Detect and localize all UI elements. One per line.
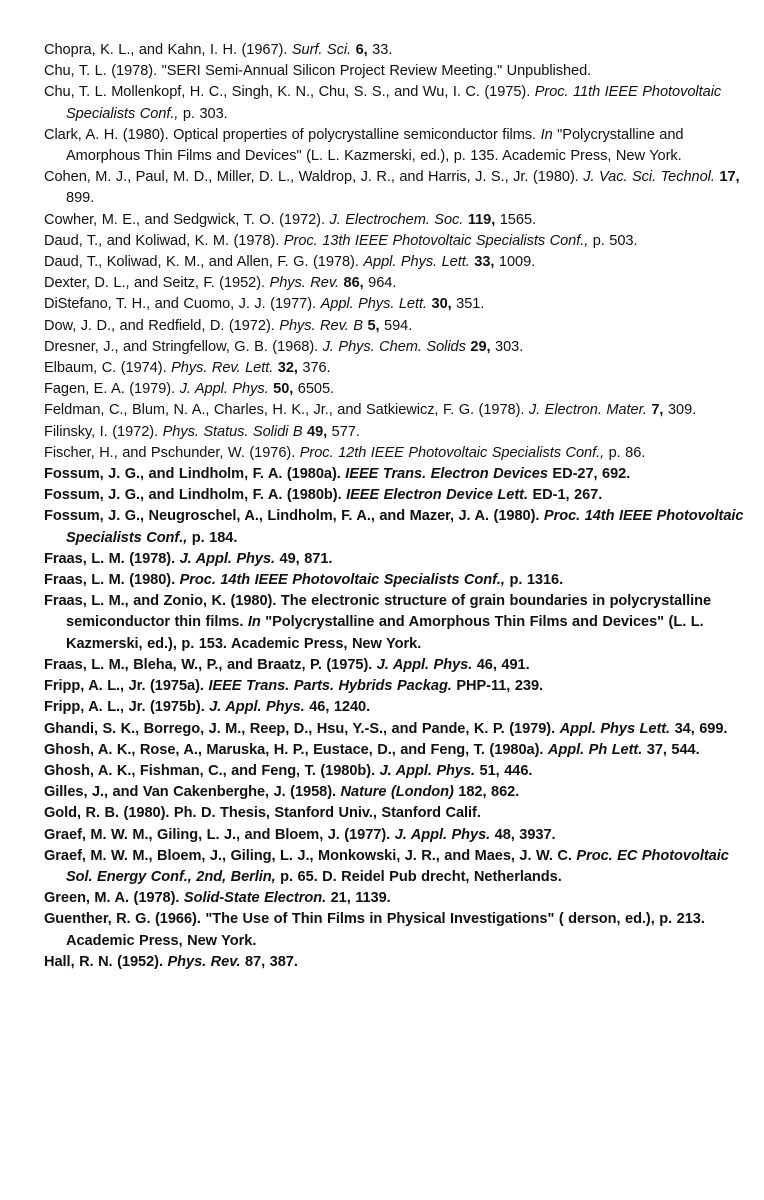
reference-text: Daud, T., Koliwad, K. M., and Allen, F. G. (1978).	[44, 254, 364, 271]
reference-journal: In	[540, 126, 553, 143]
reference-journal: J. Appl. Phys.	[379, 762, 476, 779]
reference-text: p. 184.	[187, 529, 238, 546]
reference-entry	[44, 252, 750, 273]
reference-journal: Appl. Phys. Lett.	[320, 296, 427, 313]
reference-text: Green, M. A. (1978).	[44, 890, 184, 907]
reference-entry	[44, 846, 750, 888]
reference-text: 376.	[297, 360, 331, 377]
reference-journal: J. Phys. Chem. Solids	[322, 338, 466, 355]
reference-volume: 7,	[651, 402, 664, 419]
reference-text: Filinsky, I. (1972).	[44, 423, 163, 440]
reference-text: 51, 446.	[475, 762, 533, 779]
reference-journal: Proc. 14th IEEE Photovoltaic Specialists Conf.,	[66, 508, 744, 546]
reference-journal: Proc. 14th IEEE Photovoltaic Specialists Conf.,	[179, 572, 505, 589]
reference-entry	[44, 443, 750, 464]
reference-journal: Phys. Rev. B	[279, 317, 363, 334]
reference-text: Cohen, M. J., Paul, M. D., Miller, D. L., Waldrop, J. R., and Harris, J. S., Jr. (1980).	[44, 169, 584, 186]
reference-text: Dresner, J., and Stringfellow, G. B. (1968).	[44, 338, 323, 355]
reference-text: Ghandi, S. K., Borrego, J. M., Reep, D., Hsu, Y.-S., and Pande, K. P. (1979).	[44, 720, 560, 737]
reference-volume: 32,	[277, 360, 298, 377]
reference-text: 577.	[327, 423, 360, 440]
reference-journal: Appl. Phys Lett.	[559, 720, 671, 737]
reference-text: 37, 544.	[642, 741, 700, 758]
reference-journal: J. Electron. Mater.	[528, 402, 647, 419]
reference-entry	[44, 82, 750, 124]
reference-text: p. 303.	[178, 105, 228, 122]
reference-journal: J. Appl. Phys.	[209, 699, 305, 716]
reference-text: 33.	[367, 42, 393, 58]
reference-text: Feldman, C., Blum, N. A., Charles, H. K., Jr., and Satkiewicz, F. G. (1978).	[44, 402, 529, 419]
reference-journal: Proc. 11th IEEE Photovoltaic Specialists Conf.,	[66, 84, 722, 122]
reference-entry	[44, 697, 750, 718]
reference-journal: J. Electrochem. Soc.	[329, 211, 464, 228]
reference-volume: 29,	[470, 338, 491, 355]
reference-text: 21, 1139.	[326, 890, 391, 907]
reference-journal: Proc. 12th IEEE Photovoltaic Specialists Conf.,	[299, 444, 605, 461]
reference-text: 34, 699.	[670, 720, 728, 737]
reference-text: Fossum, J. G., and Lindholm, F. A. (1980a).	[44, 466, 346, 483]
reference-journal: Phys. Rev. Lett.	[171, 360, 274, 377]
reference-entry	[44, 909, 750, 951]
reference-volume: 6,	[355, 42, 368, 58]
reference-entry	[44, 655, 750, 676]
reference-text: Guenther, R. G. (1966). "The Use of Thin Films in Physical Investigations" ( derson, ed.), p. 213. Academic Press, New York.	[44, 911, 705, 949]
reference-entry	[44, 803, 750, 824]
reference-text: 351.	[451, 296, 485, 313]
reference-text: p. 65. D. Reidel Pub drecht, Netherlands.	[275, 868, 562, 885]
reference-text: Fraas, L. M., and Zonio, K. (1980). The electronic structure of grain boundaries in polycrystalline semiconductor thin films.	[44, 593, 712, 631]
reference-text: ED-27, 692.	[547, 466, 631, 483]
reference-text: Chu, T. L. (1978). "SERI Semi-Annual Silicon Project Review Meeting." Unpublished.	[44, 63, 592, 80]
reference-entry	[44, 358, 750, 379]
reference-text: Cowher, M. E., and Sedgwick, T. O. (1972).	[44, 211, 330, 228]
reference-text: p. 1316.	[504, 572, 564, 589]
reference-text: 46, 491.	[472, 656, 530, 673]
reference-volume: 30,	[431, 296, 452, 313]
reference-entry	[44, 591, 750, 655]
reference-journal: Phys. Rev.	[167, 953, 241, 970]
reference-entry	[44, 952, 750, 973]
reference-volume: 49,	[307, 423, 328, 440]
reference-text: 87, 387.	[240, 953, 298, 970]
reference-text: ED-1, 267.	[527, 487, 603, 504]
reference-entry	[44, 294, 750, 315]
reference-text: 303.	[490, 338, 524, 355]
reference-text: Fossum, J. G., Neugroschel, A., Lindholm, F. A., and Mazer, J. A. (1980).	[44, 508, 544, 525]
reference-text: Ghosh, A. K., Rose, A., Maruska, H. P., Eustace, D., and Feng, T. (1980a).	[44, 741, 548, 758]
reference-journal: Proc. EC Photovoltaic Sol. Energy Conf., 2nd, Berlin,	[66, 847, 729, 885]
reference-text: "Polycrystalline and Amorphous Thin Films and Devices" (L. L. Kazmerski, ed.), p. 135. Academic Press, New York.	[66, 126, 684, 165]
reference-text: "Polycrystalline and Amorphous Thin Films and Devices" (L. L. Kazmerski, ed.), p. 153. Academic Press, New York.	[66, 614, 704, 652]
reference-text: DiStefano, T. H., and Cuomo, J. J. (1977).	[44, 296, 321, 313]
reference-entry	[44, 167, 750, 209]
reference-text: Elbaum, C. (1974).	[44, 360, 172, 377]
reference-text: Graef, M. W. M., Giling, L. J., and Bloem, J. (1977).	[44, 826, 395, 843]
reference-entry	[44, 782, 750, 803]
reference-entry	[44, 422, 750, 443]
reference-text: 899.	[66, 190, 95, 207]
reference-journal: J. Appl. Phys.	[179, 381, 269, 398]
reference-entry	[44, 273, 750, 294]
reference-entry	[44, 676, 750, 697]
reference-text: 309.	[663, 402, 697, 419]
reference-entry	[44, 570, 750, 591]
reference-journal: IEEE Trans. Electron Devices	[345, 466, 548, 483]
reference-entry	[44, 506, 750, 548]
reference-text: 6505.	[293, 381, 335, 398]
reference-entry	[44, 761, 750, 782]
reference-journal: Nature (London)	[340, 784, 454, 801]
reference-journal: Surf. Sci.	[291, 42, 352, 58]
reference-journal: J. Appl. Phys.	[179, 550, 276, 567]
reference-entry	[44, 40, 750, 61]
reference-journal: Phys. Rev.	[269, 275, 340, 292]
reference-text: Chopra, K. L., and Kahn, I. H. (1967).	[44, 42, 292, 58]
reference-journal: Appl. Phys. Lett.	[363, 254, 470, 271]
reference-entry	[44, 549, 750, 570]
reference-journal: In	[247, 614, 261, 631]
reference-text: Dexter, D. L., and Seitz, F. (1952).	[44, 275, 270, 292]
reference-text: 46, 1240.	[304, 699, 371, 716]
reference-entry	[44, 485, 750, 506]
reference-text: p. 86.	[604, 444, 646, 461]
reference-text: Fraas, L. M. (1978).	[44, 550, 180, 567]
reference-entry	[44, 719, 750, 740]
reference-entry	[44, 61, 750, 82]
reference-text: 594.	[379, 317, 413, 334]
reference-journal: Proc. 13th IEEE Photovoltaic Specialists Conf.,	[283, 232, 589, 249]
reference-text: Fripp, A. L., Jr. (1975b).	[44, 699, 210, 716]
reference-journal: Phys. Status. Solidi B	[162, 423, 303, 440]
reference-journal: Appl. Ph Lett.	[547, 741, 643, 758]
reference-journal: J. Appl. Phys.	[394, 826, 491, 843]
reference-text: Fraas, L. M. (1980).	[44, 572, 180, 589]
reference-entry	[44, 825, 750, 846]
reference-text: Fossum, J. G., and Lindholm, F. A. (1980b).	[44, 487, 347, 504]
reference-text: Dow, J. D., and Redfield, D. (1972).	[44, 317, 280, 334]
reference-entry	[44, 231, 750, 252]
reference-entry	[44, 740, 750, 761]
reference-volume: 5,	[367, 317, 380, 334]
reference-text: PHP-11, 239.	[451, 678, 544, 695]
reference-journal: IEEE Electron Device Lett.	[346, 487, 528, 504]
reference-volume: 119,	[467, 211, 496, 228]
reference-list	[44, 40, 750, 973]
reference-text: 48, 3937.	[490, 826, 556, 843]
reference-entry	[44, 400, 750, 421]
reference-text: Daud, T., and Koliwad, K. M. (1978).	[44, 232, 284, 249]
reference-volume: 17,	[719, 169, 740, 186]
reference-journal: J. Vac. Sci. Technol.	[583, 169, 715, 186]
reference-text: 182, 862.	[453, 784, 520, 801]
reference-text: Clark, A. H. (1980). Optical properties of polycrystalline semiconductor films.	[44, 126, 541, 143]
reference-text: p. 503.	[588, 232, 638, 249]
reference-text: 964.	[363, 275, 397, 292]
reference-text: Fagen, E. A. (1979).	[44, 381, 180, 398]
reference-text: Gilles, J., and Van Cakenberghe, J. (1958).	[44, 784, 341, 801]
reference-entry	[44, 125, 750, 167]
reference-journal: Solid-State Electron.	[183, 890, 327, 907]
reference-text: Fripp, A. L., Jr. (1975a).	[44, 678, 209, 695]
reference-text: 1009.	[494, 254, 536, 271]
reference-entry	[44, 316, 750, 337]
reference-entry	[44, 337, 750, 358]
reference-text: Chu, T. L. Mollenkopf, H. C., Singh, K. N., Chu, S. S., and Wu, I. C. (1975).	[44, 84, 535, 101]
reference-volume: 33,	[474, 254, 495, 271]
reference-entry	[44, 464, 750, 485]
reference-text: Hall, R. N. (1952).	[44, 953, 168, 970]
reference-volume: 86,	[343, 275, 364, 292]
reference-entry	[44, 210, 750, 231]
reference-text: Fraas, L. M., Bleha, W., P., and Braatz, P. (1975).	[44, 656, 377, 673]
reference-text: Graef, M. W. M., Bloem, J., Giling, L. J., Monkowski, J. R., and Maes, J. W. C.	[44, 847, 577, 864]
reference-entry	[44, 888, 750, 909]
reference-text: Gold, R. B. (1980). Ph. D. Thesis, Stanford Univ., Stanford Calif.	[44, 805, 481, 822]
reference-journal: J. Appl. Phys.	[376, 656, 473, 673]
reference-text: Ghosh, A. K., Fishman, C., and Feng, T. (1980b).	[44, 762, 380, 779]
reference-entry	[44, 379, 750, 400]
reference-text: 1565.	[495, 211, 537, 228]
reference-text: Fischer, H., and Pschunder, W. (1976).	[44, 444, 300, 461]
reference-journal: IEEE Trans. Parts. Hybrids Packag.	[208, 678, 452, 695]
reference-volume: 50,	[273, 381, 294, 398]
reference-text: 49, 871.	[275, 550, 333, 567]
